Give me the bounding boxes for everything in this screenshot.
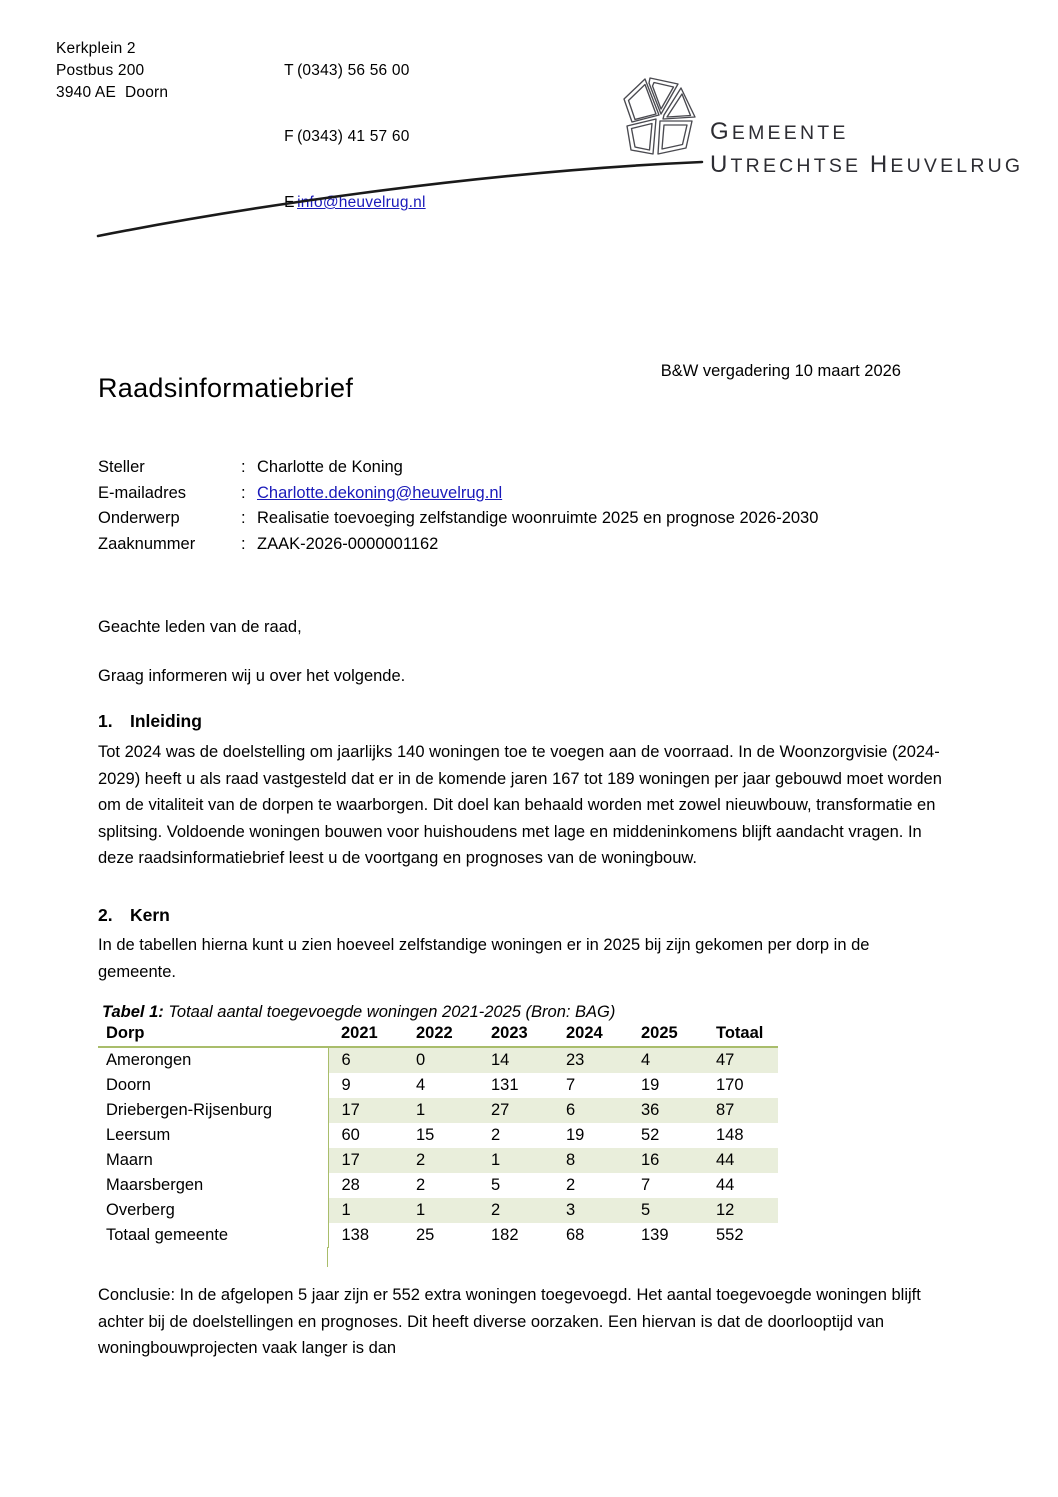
- paragraph-inleiding: Tot 2024 was de doelstelling om jaarlijks 140 woningen toe te voegen aan de voorraad. In de Woonzorgvisie (2024-2029) heeft u als raad vastgesteld dat er in de komende jaren 167 tot 189 woningen per jaar gebouwd moet worden om de vitaliteit van de dorpen te waarborgen. Dit doel kan behaald worden met zowel nieuwbouw, transformatie en splitsing. Voldoende woningen bouwen voor huishoudens met lage en middeninkomens blijft aandacht vragen. In deze raadsinformatiebrief leest u de voortgang en prognoses van de woningbouw.: [98, 743, 942, 867]
- cell-totaal: 44: [703, 1148, 778, 1173]
- cell-2021: 138: [328, 1223, 403, 1248]
- column-header-dorp: Dorp: [98, 1024, 328, 1047]
- cell-2025: 19: [628, 1073, 703, 1098]
- table-column-divider-tail: [327, 1247, 328, 1267]
- cell-2023: 182: [478, 1223, 553, 1248]
- metadata-label: Onderwerp: [98, 509, 180, 527]
- cell-totaal: 87: [703, 1098, 778, 1123]
- meeting-date-note: B&W vergadering 10 maart 2026: [660, 362, 901, 380]
- cell-dorp: Maarn: [98, 1148, 328, 1173]
- cell-2025: 4: [628, 1047, 703, 1073]
- metadata-separator: :: [241, 483, 246, 502]
- metadata-label: Zaaknummer: [98, 534, 196, 553]
- section-heading-kern: [98, 905, 170, 926]
- table-row: [98, 1198, 778, 1223]
- paragraph-conclusie: Conclusie: In de afgelopen 5 jaar zijn er 552 extra woningen toegevoegd. Het aantal toegevoegde woningen blijft achter bij de doelstellingen en prognoses. Dit heeft diverse oorzaken. Een hiervan is dat de doorlooptijd van woningbouwprojecten vaak langer is dan: [98, 1286, 921, 1357]
- cell-dorp: Amerongen: [98, 1047, 328, 1073]
- metadata-separator: :: [241, 458, 246, 476]
- cell-2025: 7: [628, 1173, 703, 1198]
- decorative-arc-icon: [90, 148, 710, 244]
- cell-2023: 27: [478, 1098, 553, 1123]
- cell-2022: 4: [403, 1073, 478, 1098]
- letterhead: [0, 38, 1058, 211]
- cell-2024: 8: [553, 1148, 628, 1173]
- cell-2024: 19: [553, 1123, 628, 1148]
- address-line: 3940 AE Doorn: [56, 84, 169, 101]
- section-title: Inleiding: [130, 711, 202, 731]
- metadata-block: [98, 455, 958, 557]
- cell-2021: 9: [328, 1073, 403, 1098]
- cell-2023: 2: [478, 1123, 553, 1148]
- cell-2021: 6: [328, 1047, 403, 1073]
- cell-2021: 1: [328, 1198, 403, 1223]
- cell-2022: 1: [403, 1098, 478, 1123]
- address-line: Postbus 200: [56, 62, 145, 79]
- cell-2021: 17: [328, 1098, 403, 1123]
- table-caption-text: Totaal aantal toegevoegde woningen 2021-2025 (Bron: BAG): [163, 1003, 616, 1021]
- table-row: [98, 1073, 778, 1098]
- cell-2023: 131: [478, 1073, 553, 1098]
- cell-dorp: Overberg: [98, 1198, 328, 1223]
- page-title: Raadsinformatiebrief: [98, 373, 354, 404]
- author-email-link[interactable]: Charlotte.dekoning@heuvelrug.nl: [257, 483, 503, 502]
- metadata-value: ZAAK-2026-0000001162: [257, 534, 439, 553]
- phone-label: T: [284, 62, 294, 79]
- cell-2025: 16: [628, 1148, 703, 1173]
- cell-2022: 0: [403, 1047, 478, 1073]
- table-row: [98, 1173, 778, 1198]
- cell-2022: 25: [403, 1223, 478, 1248]
- metadata-value: Charlotte de Koning: [257, 458, 403, 476]
- column-header-2023: 2023: [478, 1024, 553, 1047]
- column-header-2025: 2025: [628, 1024, 703, 1047]
- cell-2025: 52: [628, 1123, 703, 1148]
- section-heading-inleiding: [98, 711, 202, 732]
- cell-2024: 7: [553, 1073, 628, 1098]
- table-row: [98, 1098, 778, 1123]
- cell-totaal: 148: [703, 1123, 778, 1148]
- fax-label: F: [284, 128, 294, 145]
- cell-2022: 1: [403, 1198, 478, 1223]
- cell-2022: 15: [403, 1123, 478, 1148]
- table-row-total: [98, 1223, 778, 1248]
- cell-2024: 68: [553, 1223, 628, 1248]
- metadata-value: Realisatie toevoeging zelfstandige woonruimte 2025 en prognose 2026-2030: [257, 509, 819, 527]
- column-header-2021: 2021: [328, 1024, 403, 1047]
- cell-totaal: 12: [703, 1198, 778, 1223]
- email-label: E: [284, 194, 295, 211]
- metadata-separator: :: [241, 509, 246, 527]
- table-head: [98, 1024, 778, 1047]
- cell-dorp: Driebergen-Rijsenburg: [98, 1098, 328, 1123]
- metadata-row-steller: [98, 455, 958, 481]
- cell-totaal: 44: [703, 1173, 778, 1198]
- cell-dorp: Doorn: [98, 1073, 328, 1098]
- cell-totaal: 170: [703, 1073, 778, 1098]
- cell-totaal: 552: [703, 1223, 778, 1248]
- address-line: Kerkplein 2: [56, 40, 136, 57]
- cell-2025: 5: [628, 1198, 703, 1223]
- table-header-row: [98, 1024, 778, 1047]
- salutation: Geachte leden van de raad,: [98, 618, 302, 636]
- section-title: Kern: [130, 905, 170, 925]
- cell-2021: 28: [328, 1173, 403, 1198]
- table-toegevoegde-woningen: [98, 1024, 778, 1248]
- cell-2024: 3: [553, 1198, 628, 1223]
- table-1-caption: [102, 1003, 788, 1022]
- cell-2024: 6: [553, 1098, 628, 1123]
- cell-2021: 60: [328, 1123, 403, 1148]
- metadata-value: [257, 481, 958, 507]
- cell-2022: 2: [403, 1173, 478, 1198]
- cell-2022: 2: [403, 1148, 478, 1173]
- cell-2024: 23: [553, 1047, 628, 1073]
- title-row: [98, 355, 958, 404]
- cell-dorp: Totaal gemeente: [98, 1223, 328, 1248]
- logo-wordmark: [710, 116, 1023, 182]
- section-number: 2.: [98, 905, 113, 925]
- paragraph-kern: In de tabellen hierna kunt u zien hoeveel zelfstandige woningen er in 2025 bij zijn gekomen per dorp in de gemeente.: [98, 936, 870, 981]
- cell-2023: 1: [478, 1148, 553, 1173]
- cell-dorp: Maarsbergen: [98, 1173, 328, 1198]
- metadata-separator: :: [241, 534, 246, 553]
- cell-2021: 17: [328, 1148, 403, 1173]
- cell-2023: 2: [478, 1198, 553, 1223]
- column-header-totaal: Totaal: [703, 1024, 778, 1047]
- section-number: 1.: [98, 711, 113, 731]
- cell-2024: 2: [553, 1173, 628, 1198]
- cell-2023: 14: [478, 1047, 553, 1073]
- logo-line-2: UTRECHTSE HEUVELRUG: [710, 151, 1024, 178]
- logo-line-1: GEMEENTE: [710, 118, 849, 145]
- metadata-row-case-number: [98, 532, 958, 558]
- table-row: [98, 1123, 778, 1148]
- fax-number: (0343) 41 57 60: [297, 128, 410, 145]
- phone-number: (0343) 56 56 00: [297, 62, 410, 79]
- metadata-label: Steller: [98, 458, 145, 476]
- metadata-row-email: [98, 481, 958, 507]
- metadata-row-subject: [98, 506, 958, 532]
- lead-in-sentence: Graag informeren wij u over het volgende.: [98, 667, 406, 685]
- table-row: [98, 1148, 778, 1173]
- table-row: [98, 1047, 778, 1073]
- column-header-2024: 2024: [553, 1024, 628, 1047]
- cell-dorp: Leersum: [98, 1123, 328, 1148]
- metadata-label: E-mailadres: [98, 483, 187, 502]
- table-body: [98, 1047, 778, 1248]
- cell-2023: 5: [478, 1173, 553, 1198]
- table-caption-label: Tabel 1:: [102, 1003, 164, 1021]
- email-link[interactable]: info@heuvelrug.nl: [297, 194, 426, 211]
- cell-2025: 139: [628, 1223, 703, 1248]
- phone-row: [248, 38, 426, 104]
- postal-address: [56, 38, 168, 104]
- cell-2025: 36: [628, 1098, 703, 1123]
- table-1-container: [98, 1003, 788, 1248]
- cell-totaal: 47: [703, 1047, 778, 1073]
- column-header-2022: 2022: [403, 1024, 478, 1047]
